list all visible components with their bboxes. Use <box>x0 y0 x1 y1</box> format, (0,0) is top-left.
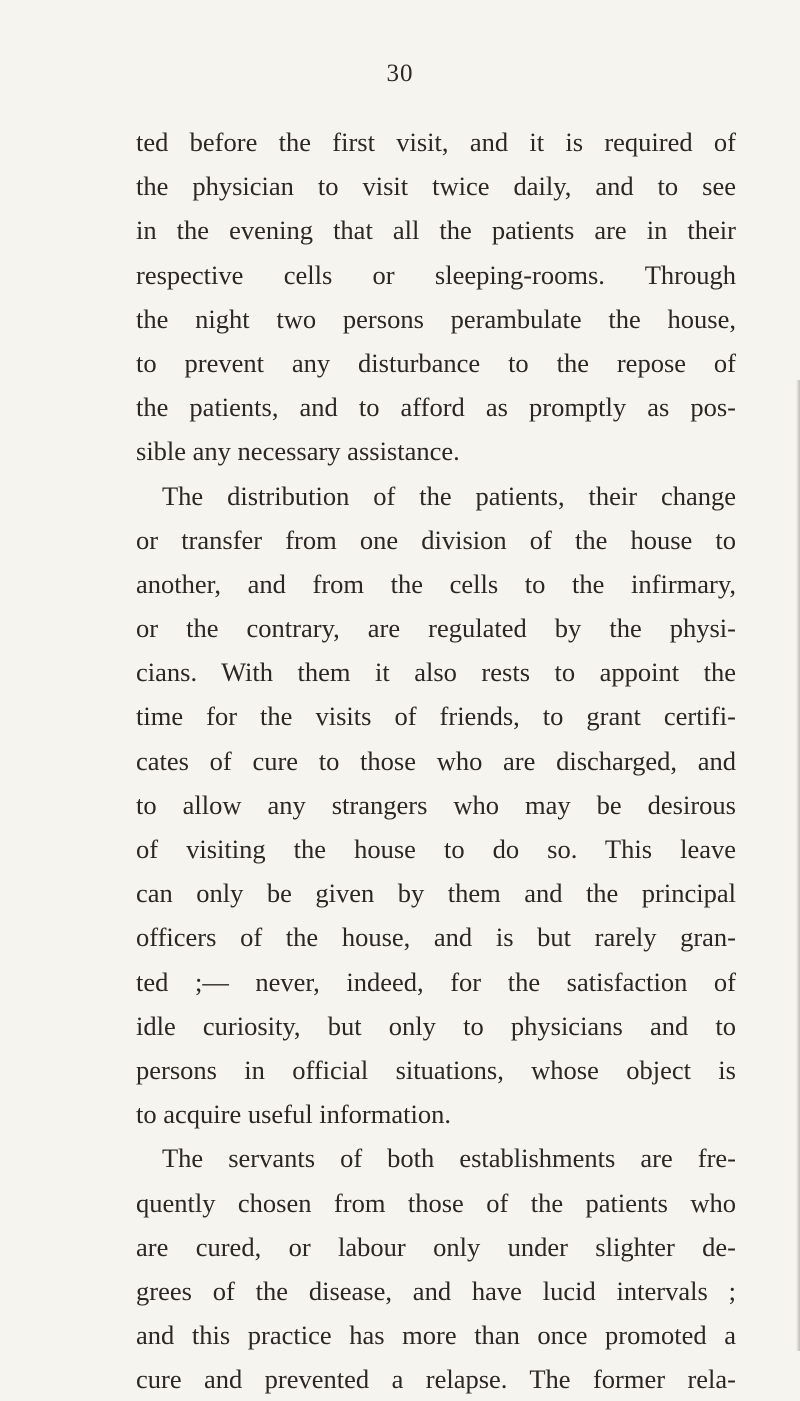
page-number: 30 <box>386 60 414 87</box>
text-line: officers of the house, and is but rarely gran- <box>136 922 736 953</box>
text-line: of visiting the house to do so. This leave <box>136 834 736 864</box>
text-line: or transfer from one division of the house to <box>136 524 736 555</box>
text-line: grees of the disease, and have lucid intervals ; <box>136 1275 736 1306</box>
text-line: quently chosen from those of the patients who <box>136 1187 736 1218</box>
text-line: respective cells or sleeping-rooms. Through <box>136 259 736 290</box>
text-line: can only be given by them and the principal <box>136 878 736 909</box>
text-line: cure and prevented a relapse. The former rela- <box>136 1364 736 1395</box>
text-line: cates of cure to those who are discharged, and <box>136 745 736 776</box>
text-line: The servants of both establishments are fre- <box>162 1143 736 1174</box>
text-line: in the evening that all the patients are in their <box>136 215 736 246</box>
text-line: ted before the first visit, and it is required of <box>136 127 736 157</box>
text-line: the physician to visit twice daily, and to see <box>136 171 736 202</box>
text-line: and this practice has more than once promoted a <box>136 1320 736 1351</box>
text-line: are cured, or labour only under slighter de- <box>136 1231 736 1262</box>
text-line: another, and from the cells to the infirmary, <box>136 568 736 599</box>
text-line: ted ;— never, indeed, for the satisfaction of <box>136 966 736 997</box>
text-line: or the contrary, are regulated by the physi- <box>136 613 736 644</box>
page-edge-shadow <box>796 380 800 1351</box>
text-line: persons in official situations, whose object is <box>136 1054 736 1085</box>
text-line: to prevent any disturbance to the repose of <box>136 347 736 378</box>
text-line: time for the visits of friends, to grant certifi- <box>136 701 736 732</box>
text-line: to allow any strangers who may be desirous <box>136 789 736 820</box>
text-line: the patients, and to afford as promptly as pos- <box>136 392 736 423</box>
text-line: to acquire useful information. <box>136 1099 451 1130</box>
text-line: the night two persons perambulate the house, <box>136 303 736 334</box>
text-line: sible any necessary assistance. <box>136 436 460 467</box>
text-line: The distribution of the patients, their change <box>162 480 736 511</box>
text-line: idle curiosity, but only to physicians and to <box>136 1010 736 1041</box>
text-line: cians. With them it also rests to appoint the <box>136 657 736 688</box>
body-text <box>136 120 736 1401</box>
